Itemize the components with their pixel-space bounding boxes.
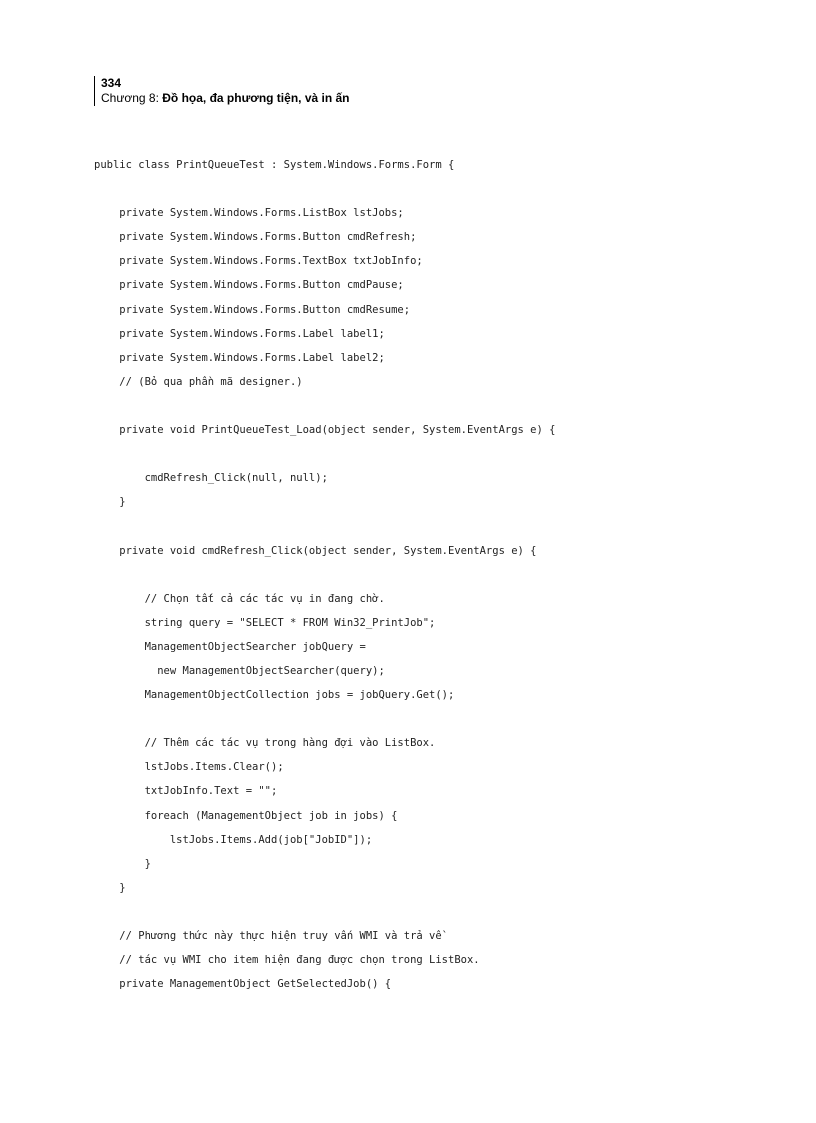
code-line: private System.Windows.Forms.Label label2; [94,351,385,364]
code-line [94,398,555,422]
code-line: // Phương thức này thực hiện truy vấn WMI và trả về [94,930,442,942]
code-listing [94,157,555,1000]
code-line: } [94,881,126,894]
chapter-prefix: Chương 8: [101,91,163,105]
code-line [94,567,555,591]
code-line: private ManagementObject GetSelectedJob() { [94,978,392,991]
code-line: private System.Windows.Forms.Label label1; [94,327,385,340]
code-line: public class PrintQueueTest : System.Windows.Forms.Form { [94,159,455,171]
code-line: ManagementObjectCollection jobs = jobQuery.Get(); [94,689,455,702]
code-line: string query = "SELECT * FROM Win32_PrintJob"; [94,616,436,629]
code-line: // Thêm các tác vụ trong hàng đợi vào ListBox. [94,737,436,750]
chapter-title: Đồ họa, đa phương tiện, và in ấn [162,91,350,105]
code-line: private System.Windows.Forms.Button cmdPause; [94,279,404,292]
code-line: txtJobInfo.Text = ""; [94,785,278,798]
code-line: // tác vụ WMI cho item hiện đang được chọn trong ListBox. [94,954,480,967]
code-line [94,181,555,205]
code-line: lstJobs.Items.Clear(); [94,761,284,774]
code-line: cmdRefresh_Click(null, null); [94,472,328,485]
page-header [94,76,350,106]
code-line: private System.Windows.Forms.Button cmdRefresh; [94,231,417,244]
page-number: 334 [101,76,122,90]
code-line: foreach (ManagementObject job in jobs) { [94,809,398,822]
chapter-heading [101,91,350,106]
code-line: // (Bỏ qua phần mã designer.) [94,375,303,388]
code-line: private System.Windows.Forms.ListBox lstJobs; [94,207,404,220]
code-line: } [94,496,126,509]
code-line: new ManagementObjectSearcher(query); [94,664,385,677]
code-line [94,446,555,470]
code-line: ManagementObjectSearcher jobQuery = [94,640,366,653]
code-line [94,904,555,928]
code-line: private void PrintQueueTest_Load(object sender, System.EventArgs e) { [94,424,556,437]
code-line: lstJobs.Items.Add(job["JobID"]); [94,833,373,846]
code-line: } [94,857,151,870]
code-line [94,711,555,735]
code-line: private System.Windows.Forms.TextBox txtJobInfo; [94,255,423,268]
code-line: private System.Windows.Forms.Button cmdResume; [94,303,411,316]
code-line [94,518,555,542]
code-line: // Chọn tất cả các tác vụ in đang chờ. [94,592,385,605]
code-line: private void cmdRefresh_Click(object sender, System.EventArgs e) { [94,544,537,557]
